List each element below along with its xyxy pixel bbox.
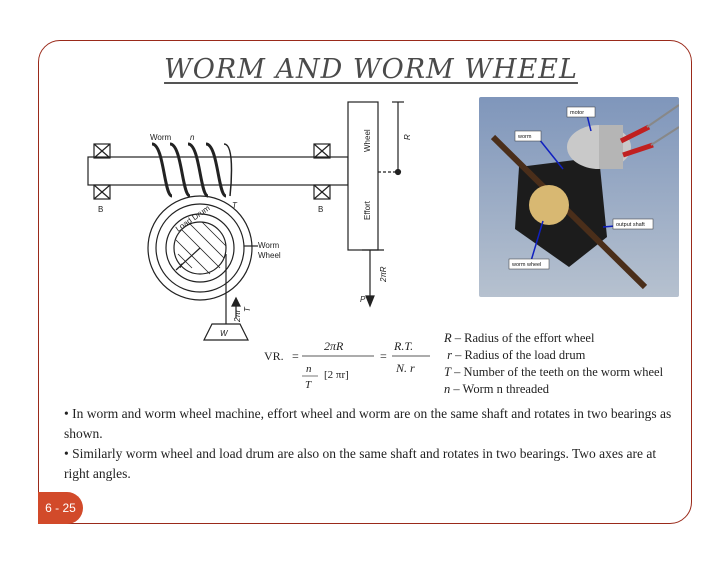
diagram-label-effort: Effort — [363, 201, 372, 220]
diagram-label-worm-wheel-2: Wheel — [258, 251, 281, 260]
formula-inner-den: T — [305, 379, 312, 391]
diagram-label-T-den: T — [243, 307, 252, 312]
formula-eq1: = — [292, 349, 299, 363]
bullet-item: • In worm and worm wheel machine, effort wheel and worm are on the same shaft and rotates in two bearings as shown. — [64, 406, 672, 441]
velocity-ratio-formula — [262, 330, 436, 394]
photo-label-worm: worm — [518, 134, 532, 140]
slide-title: WORM AND WORM WHEEL — [164, 54, 578, 85]
diagram-label-load-drum: Load Drum — [173, 203, 212, 234]
diagram-label-R: R — [403, 134, 412, 140]
formula-lhs: VR. — [264, 349, 284, 363]
legend-item — [444, 330, 684, 347]
photo-label-motor: motor — [570, 110, 585, 116]
diagram-label-w: W — [220, 329, 228, 338]
worm-gear-photo — [479, 97, 679, 297]
diagram-label-t: T — [232, 201, 237, 210]
diagram-label-2pir: 2πr — [233, 309, 242, 322]
symbol-legend — [444, 330, 684, 398]
diagram-label-worm-wheel-1: Worm — [258, 241, 280, 250]
legend-item — [444, 381, 684, 398]
diagram-label-bearing-left: B — [98, 205, 104, 214]
bullet-list — [64, 404, 680, 484]
bullet-item: • Similarly worm wheel and load drum are also on the same shaft and rotates in two bearings. Two axes are at right angles. — [64, 446, 657, 481]
formula-inner-num: n — [306, 363, 312, 375]
diagram-label-r: r — [180, 261, 183, 270]
diagram-label-2piR: 2πR — [379, 266, 388, 282]
legend-symbol: n — [444, 382, 451, 396]
formula-num2: R.T. — [394, 339, 414, 353]
legend-text: – Radius of the effort wheel — [454, 331, 595, 345]
formula-num1: 2πR — [324, 339, 344, 353]
page-number-badge: 6 - 25 — [38, 492, 83, 524]
legend-item — [444, 347, 684, 364]
diagram-label-P: P — [360, 295, 366, 304]
diagram-label-bearing-right: B — [318, 205, 324, 214]
legend-symbol: r — [447, 348, 452, 362]
formula-den2: N. r — [396, 361, 415, 375]
legend-symbol: R — [444, 331, 452, 345]
diagram-label-n: n — [190, 133, 195, 142]
formula-inner-mult: [2 πr] — [324, 369, 349, 381]
diagram-label-worm: Worm — [150, 133, 172, 142]
legend-symbol: T — [444, 365, 451, 379]
legend-item — [444, 364, 684, 381]
legend-text: – Worm n threaded — [453, 382, 549, 396]
legend-text: – Radius of the load drum — [455, 348, 586, 362]
diagram-label-wheel: Wheel — [363, 129, 372, 152]
photo-label-output-shaft: output shaft — [616, 222, 645, 228]
photo-label-worm-wheel: worm wheel — [512, 262, 542, 268]
formula-eq2: = — [380, 349, 387, 363]
legend-text: – Number of the teeth on the worm wheel — [454, 365, 664, 379]
